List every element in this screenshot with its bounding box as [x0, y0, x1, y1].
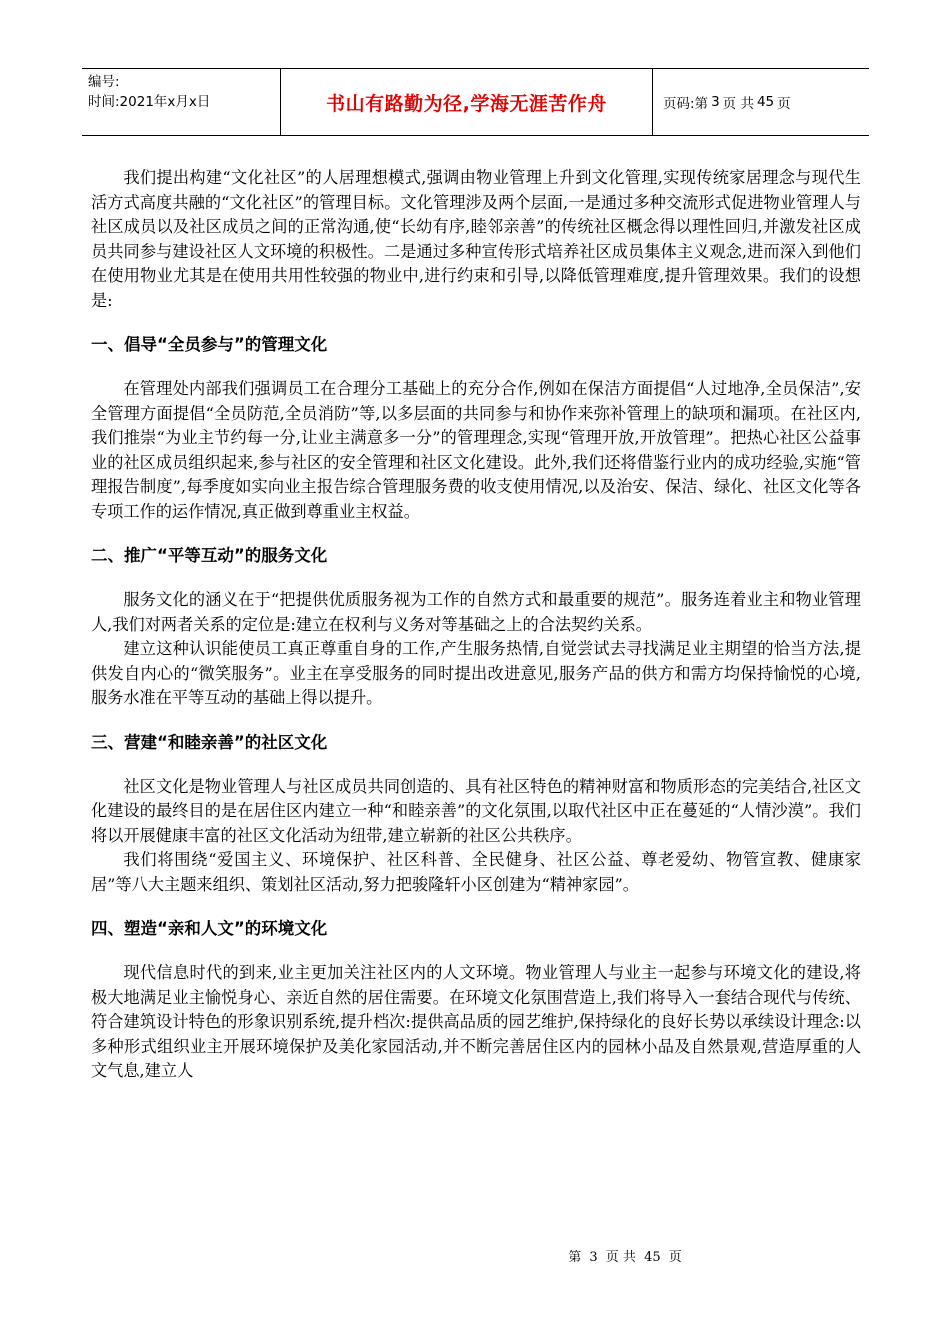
header-page-info: [653, 69, 869, 135]
header-motto-cell: [281, 69, 653, 135]
intro-paragraph: 我们提出构建“文化社区”的人居理想模式,强调由物业管理上升到文化管理,实现传统家居理念与现代生活方式高度共融的“文化社区”的管理目标。文化管理涉及两个层面,一是通过多种交流形式促进物业管理人与社区成员以及社区成员之间的正常沟通,使“长幼有序,睦邻亲善”的传统社区概念得以理性回归,并激发社区成员共同参与建设社区人文环境的积极性。二是通过多种宣传形式培养社区成员集体主义观念,进而深入到他们在使用物业尤其是在使用共用性较强的物业中,进行约束和引导,以降低管理难度,提升管理效果。我们的设想是:: [91, 168, 861, 310]
section-4-paragraph-1: 现代信息时代的到来,业主更加关注社区内的人文环境。物业管理人与业主一起参与环境文化的建设,将极大地满足业主愉悦身心、亲近自然的居住需要。在环境文化氛围营造上,我们将导入一套结合现代与传统、符合建筑设计特色的形象识别系统,提升档次:提供高品质的园艺维护,保持绿化的良好长势以承续设计理念:以多种形式组织业主开展环境保护及美化家园活动,并不断完善居住区内的园林小品及自然景观,营造厚重的人文气息,建立人: [91, 963, 861, 1080]
footer-suffix: 页: [668, 1250, 682, 1265]
footer-prefix: 第: [568, 1250, 582, 1265]
document-header: [82, 68, 869, 136]
section-heading-1: 一、倡导“全员参与”的管理文化: [91, 335, 328, 354]
page-total: 45: [756, 94, 775, 110]
footer-total-pages: 45: [644, 1250, 661, 1265]
section-heading-3: 三、营建“和睦亲善”的社区文化: [91, 732, 328, 752]
footer-mid: 页 共: [605, 1250, 636, 1265]
page-footer: [0, 1246, 950, 1265]
footer-current-page: 3: [589, 1250, 598, 1265]
document-body: [91, 166, 861, 1084]
page-mid: 页 共: [722, 96, 754, 112]
section-heading-4: 四、塑造“亲和人文”的环境文化: [91, 919, 328, 938]
page-current: 3: [711, 94, 720, 110]
page-label: 页码:第: [663, 96, 709, 112]
document-number-label: 编号:: [88, 74, 120, 90]
header-motto: 书山有路勤为径,学海无涯苦作舟: [326, 92, 607, 115]
header-meta: [82, 69, 281, 135]
section-1-paragraph-1: 在管理处内部我们强调员工在合理分工基础上的充分合作,例如在保洁方面提倡“人过地净,全员保洁”,安全管理方面提倡“全员防范,全员消防”等,以多层面的共同参与和协作来弥补管理上的缺项和漏项。在社区内,我们推崇“为业主节约每一分,让业主满意多一分”的管理理念,实现“管理开放,开放管理”。把热心社区公益事业的社区成员组织起来,参与社区的安全管理和社区文化建设。此外,我们还将借鉴行业内的成功经验,实施“管理报告制度”,每季度如实向业主报告综合管理服务费的收支使用情况,以及治安、保洁、绿化、社区文化等各专项工作的运作情况,真正做到尊重业主权益。: [91, 379, 861, 521]
section-3-paragraph-1: 社区文化是物业管理人与社区成员共同创造的、具有社区特色的精神财富和物质形态的完美结合,社区文化建设的最终目的是在居住区内建立一种“和睦亲善”的文化氛围,以取代社区中正在蔓延的“人情沙漠”。我们将以开展健康丰富的社区文化活动为纽带,建立崭新的社区公共秩序。: [91, 776, 861, 845]
section-2-paragraph-1: 服务文化的涵义在于“把提供优质服务视为工作的自然方式和最重要的规范”。服务连着业主和物业管理人,我们对两者关系的定位是:建立在权利与义务对等基础之上的合法契约关系。: [91, 590, 861, 634]
document-time-label: 时间:2021年x月x日: [88, 94, 211, 110]
section-2-paragraph-2: 建立这种认识能使员工真正尊重自身的工作,产生服务热情,自觉尝试去寻找满足业主期望的恰当方法,提供发自内心的“微笑服务”。业主在享受服务的同时提出改进意见,服务产品的供方和需方均保持愉悦的心境,服务水准在平等互动的基础上得以提升。: [91, 639, 861, 707]
section-3-paragraph-2: 我们将围绕“爱国主义、环境保护、社区科普、全民健身、社区公益、尊老爱幼、物管宣教、健康家居”等八大主题来组织、策划社区活动,努力把骏隆轩小区创建为“精神家园”。: [91, 850, 861, 894]
section-heading-2: 二、推广“平等互动”的服务文化: [91, 546, 328, 565]
page-end: 页: [777, 96, 791, 112]
